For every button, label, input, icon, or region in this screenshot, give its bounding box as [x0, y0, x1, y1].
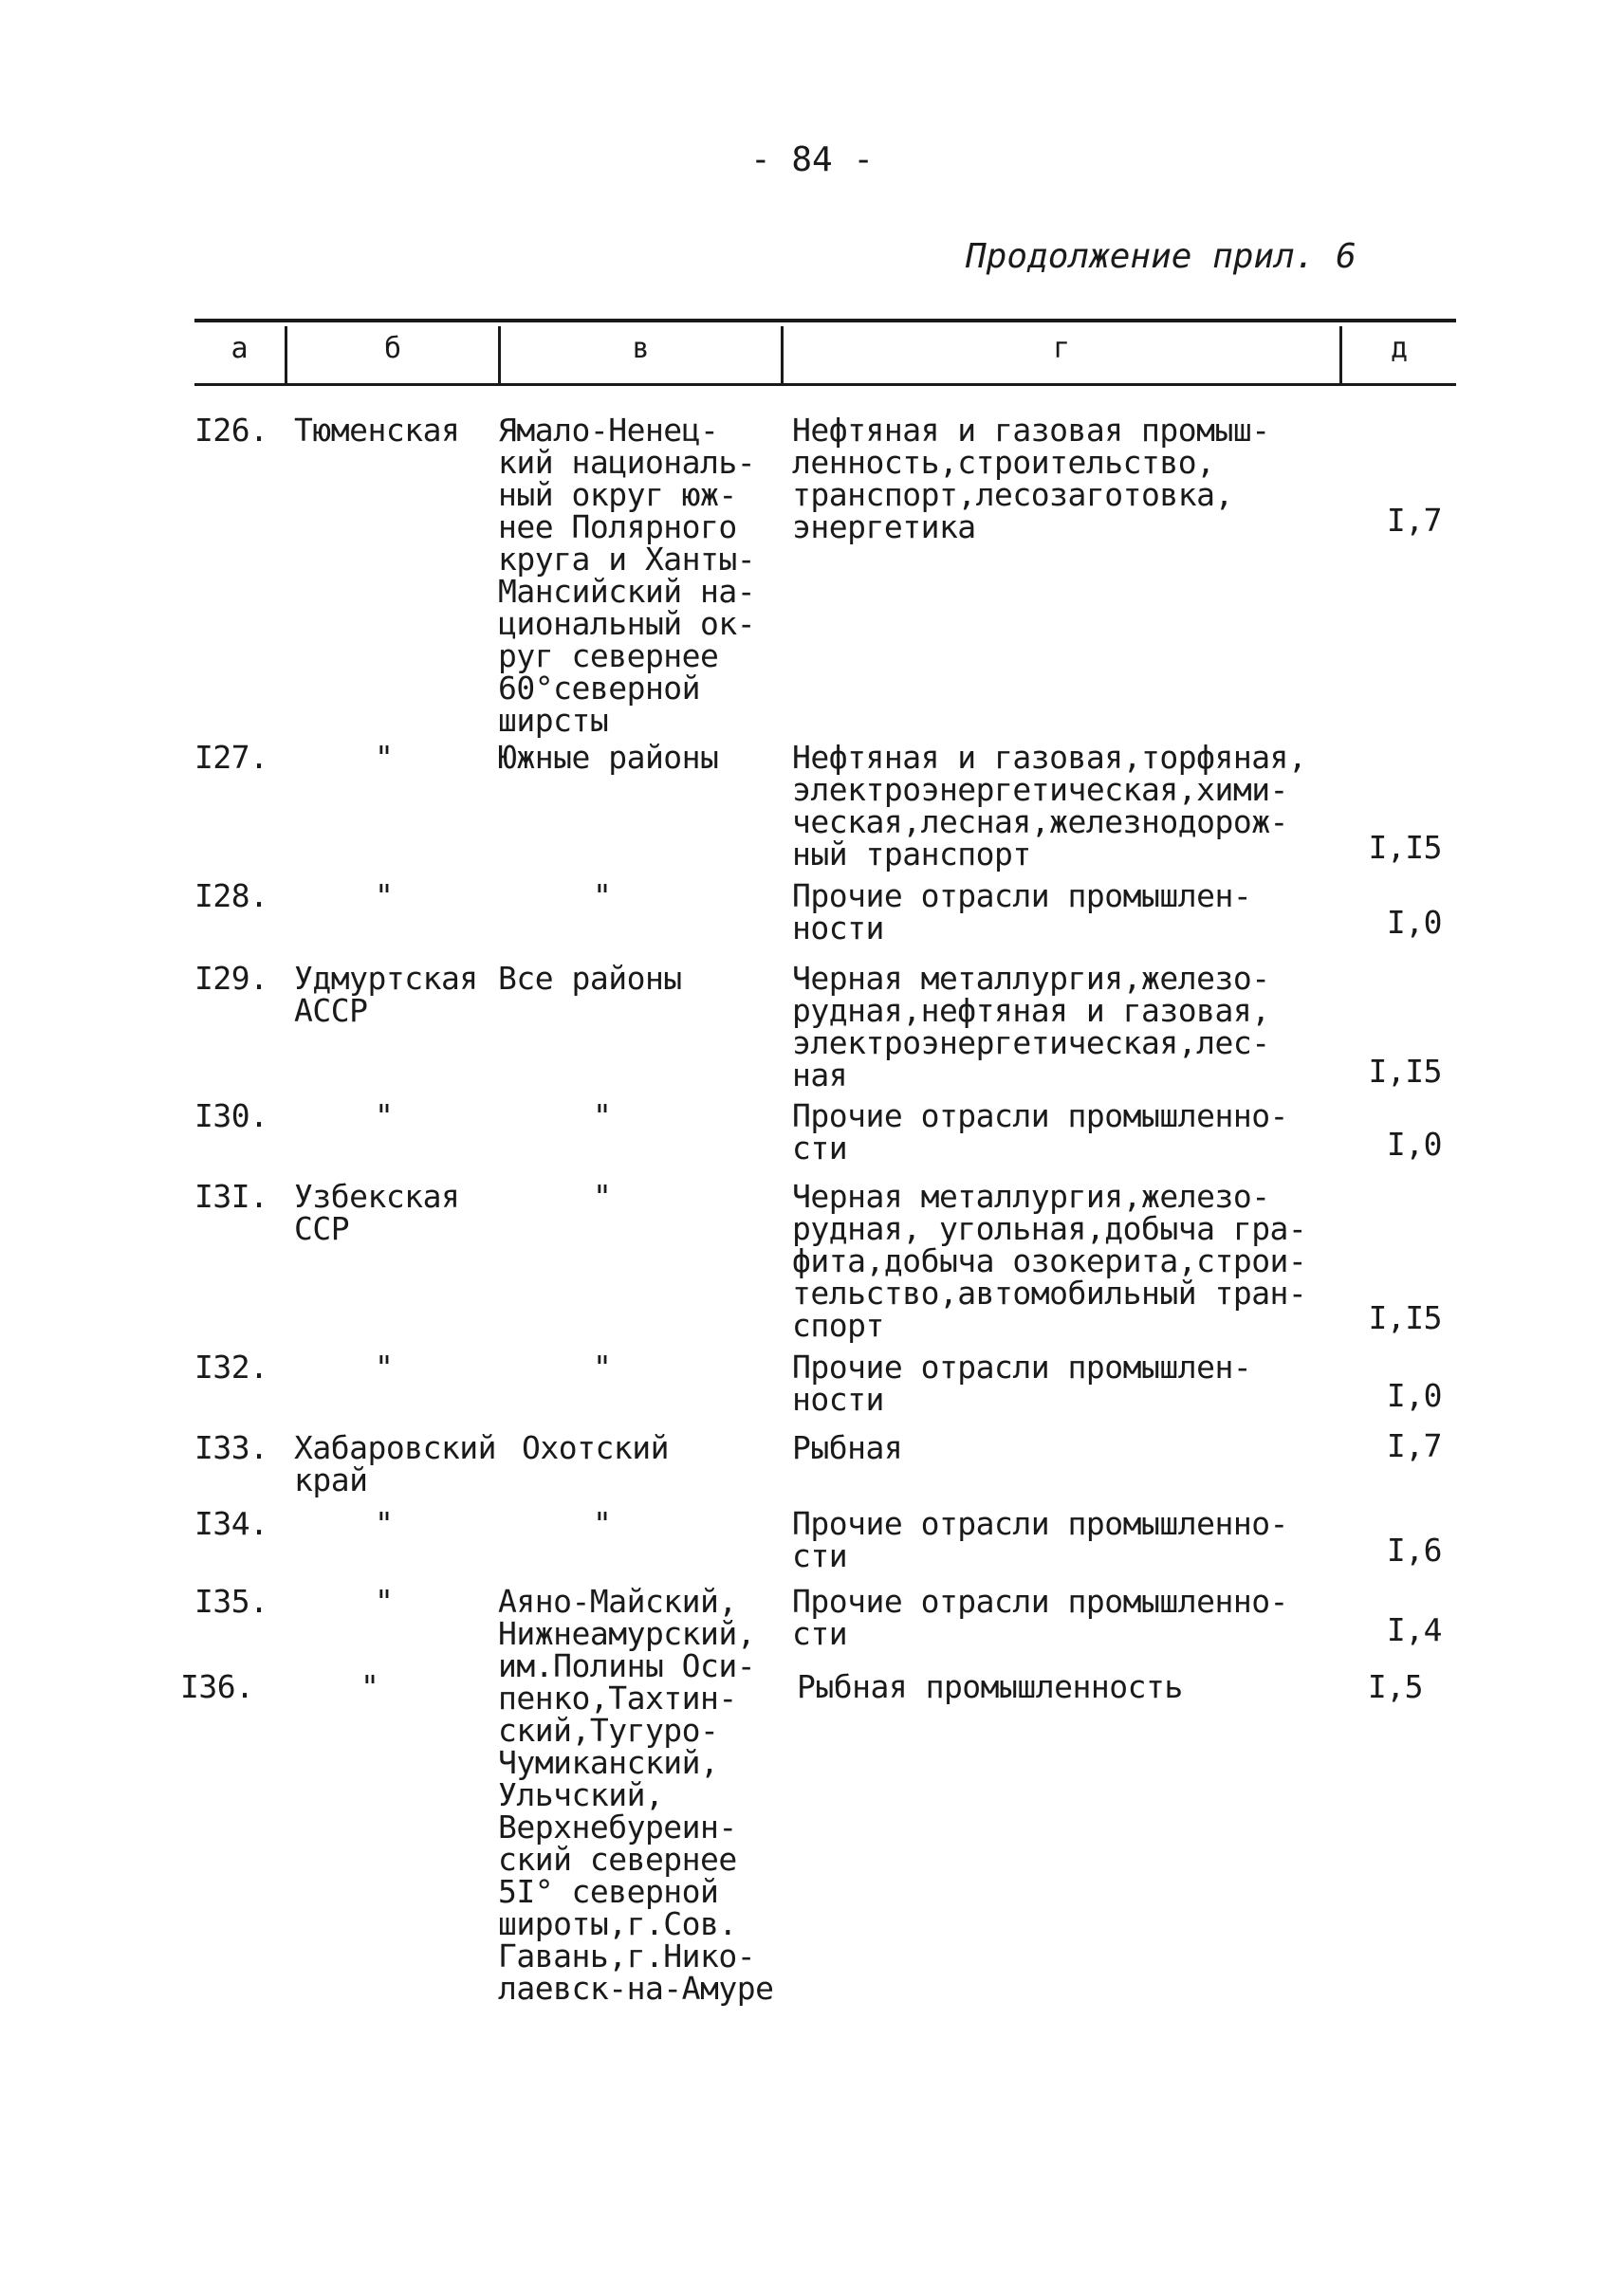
- header-g: г: [1052, 332, 1071, 365]
- header-v: в: [632, 332, 650, 365]
- region: ": [375, 1583, 394, 1620]
- region: ": [375, 1097, 394, 1134]
- district: ": [593, 1505, 612, 1542]
- page-number: - 84 -: [749, 140, 875, 179]
- industry: Прочие отрасли промышлен- ности: [792, 1349, 1252, 1418]
- industry: Рыбная: [792, 1429, 903, 1466]
- industry: Черная металлургия,железо- рудная,нефтяная и газовая, электроэнергетическая,лес- ная: [792, 960, 1270, 1093]
- region: Удмуртская АССР: [294, 960, 478, 1029]
- region: ": [375, 1349, 394, 1386]
- row-number: I30.: [194, 1097, 268, 1134]
- coefficient: I,0: [1386, 1126, 1442, 1163]
- coefficient: I,6: [1386, 1532, 1442, 1569]
- region: ": [375, 1505, 394, 1542]
- row-number: I3I.: [194, 1178, 268, 1215]
- industry: Прочие отрасли промышлен- ности: [792, 877, 1252, 946]
- coefficient: I,I5: [1368, 829, 1442, 866]
- district: Аяно-Майский, Нижнеамурский, им.Полины Оси- пенко,Тахтин- ский,Тугуро- Чумиканский, Ульчский, Верхнебуреин- ский севернее 5I° северной широты,г.Сов. Гавань,г.Нико- лаевск-на-Амуре: [498, 1583, 774, 2007]
- region: Хабаровский край: [294, 1429, 497, 1498]
- header-a: а: [231, 332, 249, 365]
- region: ": [375, 877, 394, 914]
- region: ": [375, 739, 394, 776]
- region: ": [360, 1668, 379, 1705]
- region: Узбекская ССР: [294, 1178, 460, 1247]
- table-top-rule: [194, 319, 1456, 322]
- row-number: I26.: [194, 412, 268, 449]
- row-number: I27.: [194, 739, 268, 776]
- coefficient: I,5: [1367, 1668, 1423, 1705]
- row-number: I32.: [194, 1349, 268, 1386]
- header-b: б: [383, 332, 402, 365]
- coefficient: I,7: [1386, 1427, 1442, 1464]
- row-number: I36.: [180, 1668, 254, 1705]
- row-number: I29.: [194, 960, 268, 997]
- district: Все районы: [498, 960, 682, 997]
- industry: Прочие отрасли промышленно- сти: [792, 1097, 1288, 1166]
- district: ": [593, 1178, 612, 1215]
- coefficient: I,4: [1386, 1611, 1442, 1648]
- district: Ямало-Ненец- кий националь- ный округ юж- нее Полярного круга и Ханты- Мансийский на- циональный ок- руг севернее 60°северной ширсты: [498, 412, 756, 739]
- coefficient: I,0: [1386, 904, 1442, 941]
- district: Охотский: [522, 1429, 669, 1466]
- district: ": [593, 1349, 612, 1386]
- continuation-note: Продолжение прил. 6: [966, 237, 1356, 276]
- coefficient: I,I5: [1368, 1053, 1442, 1090]
- region: Тюменская: [294, 412, 460, 449]
- row-number: I28.: [194, 877, 268, 914]
- industry: Прочие отрасли промышленно- сти: [792, 1505, 1288, 1574]
- header-bottom-rule: [194, 383, 1456, 386]
- industry: Нефтяная и газовая промыш- ленность,строительство, транспорт,лесозаготовка, энергетика: [792, 412, 1270, 545]
- header-d: д: [1390, 332, 1409, 365]
- industry: Прочие отрасли промышленно- сти: [792, 1583, 1288, 1652]
- row-number: I34.: [194, 1505, 268, 1542]
- coefficient: I,0: [1386, 1377, 1442, 1414]
- district: Южные районы: [498, 739, 719, 776]
- coefficient: I,I5: [1368, 1299, 1442, 1336]
- industry: Рыбная промышленность: [797, 1668, 1183, 1705]
- district: ": [593, 1097, 612, 1134]
- coefficient: I,7: [1386, 502, 1442, 539]
- row-number: I33.: [194, 1429, 268, 1466]
- row-number: I35.: [194, 1583, 268, 1620]
- industry: Черная металлургия,железо- рудная, угольная,добыча гра- фита,добыча озокерита,строи- тельство,автомобильный тран- спорт: [792, 1178, 1307, 1344]
- district: ": [593, 877, 612, 914]
- industry: Нефтяная и газовая,торфяная, электроэнергетическая,хими- ческая,лесная,железнодорож- ный транспорт: [792, 739, 1307, 872]
